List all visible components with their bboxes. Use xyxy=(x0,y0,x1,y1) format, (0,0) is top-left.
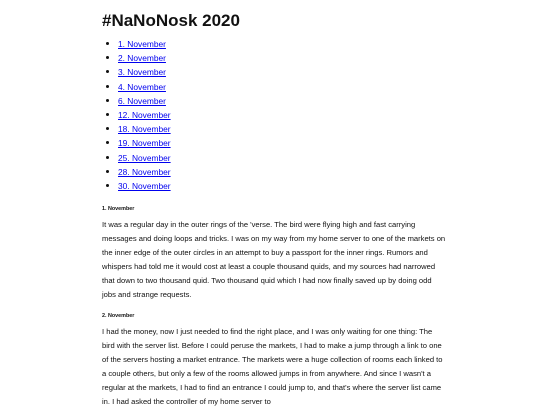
toc-link[interactable]: 2. November xyxy=(118,53,166,64)
toc-link[interactable]: 12. November xyxy=(118,109,171,120)
entry-heading: 1. November xyxy=(102,206,135,212)
page-title: #NaNoNosk 2020 xyxy=(102,11,240,30)
bullet-icon xyxy=(106,156,109,159)
bullet-icon xyxy=(106,184,109,187)
table-of-contents xyxy=(102,37,171,193)
toc-item xyxy=(102,136,171,150)
toc-item xyxy=(102,65,171,79)
toc-item xyxy=(102,37,171,51)
toc-link[interactable]: 1. November xyxy=(118,39,166,49)
bullet-icon xyxy=(106,85,109,88)
toc-item xyxy=(102,108,171,122)
entry-heading: 2. November xyxy=(102,313,135,319)
bullet-icon xyxy=(106,170,109,173)
entry-section xyxy=(102,205,447,301)
entry-text: It was a regular day in the outer rings of the 'verse. The bird were flying high and fast carrying messages and doing loops and tricks. I was on my way from my home server to one of the markets on the inner edge of the outer circles in an attempt to buy a passport for the inner rings. Rumors and whispers had told me it would cost at least a couple thousand quids, and my sources had narrowed that down to two thousand quid. Two thousand quid which I had now finally saved up by doing odd jobs and strange requests. xyxy=(102,220,446,299)
toc-link[interactable]: 30. November xyxy=(118,180,171,191)
toc-link[interactable]: 28. November xyxy=(118,166,171,177)
bullet-icon xyxy=(106,141,109,144)
bullet-icon xyxy=(106,113,109,116)
toc-item xyxy=(102,179,171,193)
toc-link[interactable]: 6. November xyxy=(118,95,166,106)
toc-item xyxy=(102,80,171,94)
toc-item xyxy=(102,122,171,136)
bullet-icon xyxy=(106,42,109,45)
toc-link[interactable]: 25. November xyxy=(118,152,171,163)
entry-text: I had the money, now I just needed to find the right place, and I was only waiting for one thing: The bird with the server list. Before I could peruse the markets, I had to make a jump through a link to one of the servers hosting a market entrance. The markets were a huge collection of rooms each linked to a couple others, but only a few of the rooms allowed jumps in from anywhere. And since I wasn't a regular at the markets, I had to find an entrance I could jump to, and that's where the server list came in. I had asked the controller of my home server to xyxy=(102,327,443,406)
bullet-icon xyxy=(106,127,109,130)
bullet-icon xyxy=(106,56,109,59)
toc-item xyxy=(102,151,171,165)
bullet-icon xyxy=(106,70,109,73)
entry-section xyxy=(102,312,447,408)
toc-item xyxy=(102,51,171,65)
toc-item xyxy=(102,165,171,179)
toc-link[interactable]: 4. November xyxy=(118,81,166,92)
toc-link[interactable]: 18. November xyxy=(118,124,171,135)
toc-link[interactable]: 19. November xyxy=(118,138,171,149)
bullet-icon xyxy=(106,99,109,102)
toc-link[interactable]: 3. November xyxy=(118,67,166,78)
toc-item xyxy=(102,94,171,108)
